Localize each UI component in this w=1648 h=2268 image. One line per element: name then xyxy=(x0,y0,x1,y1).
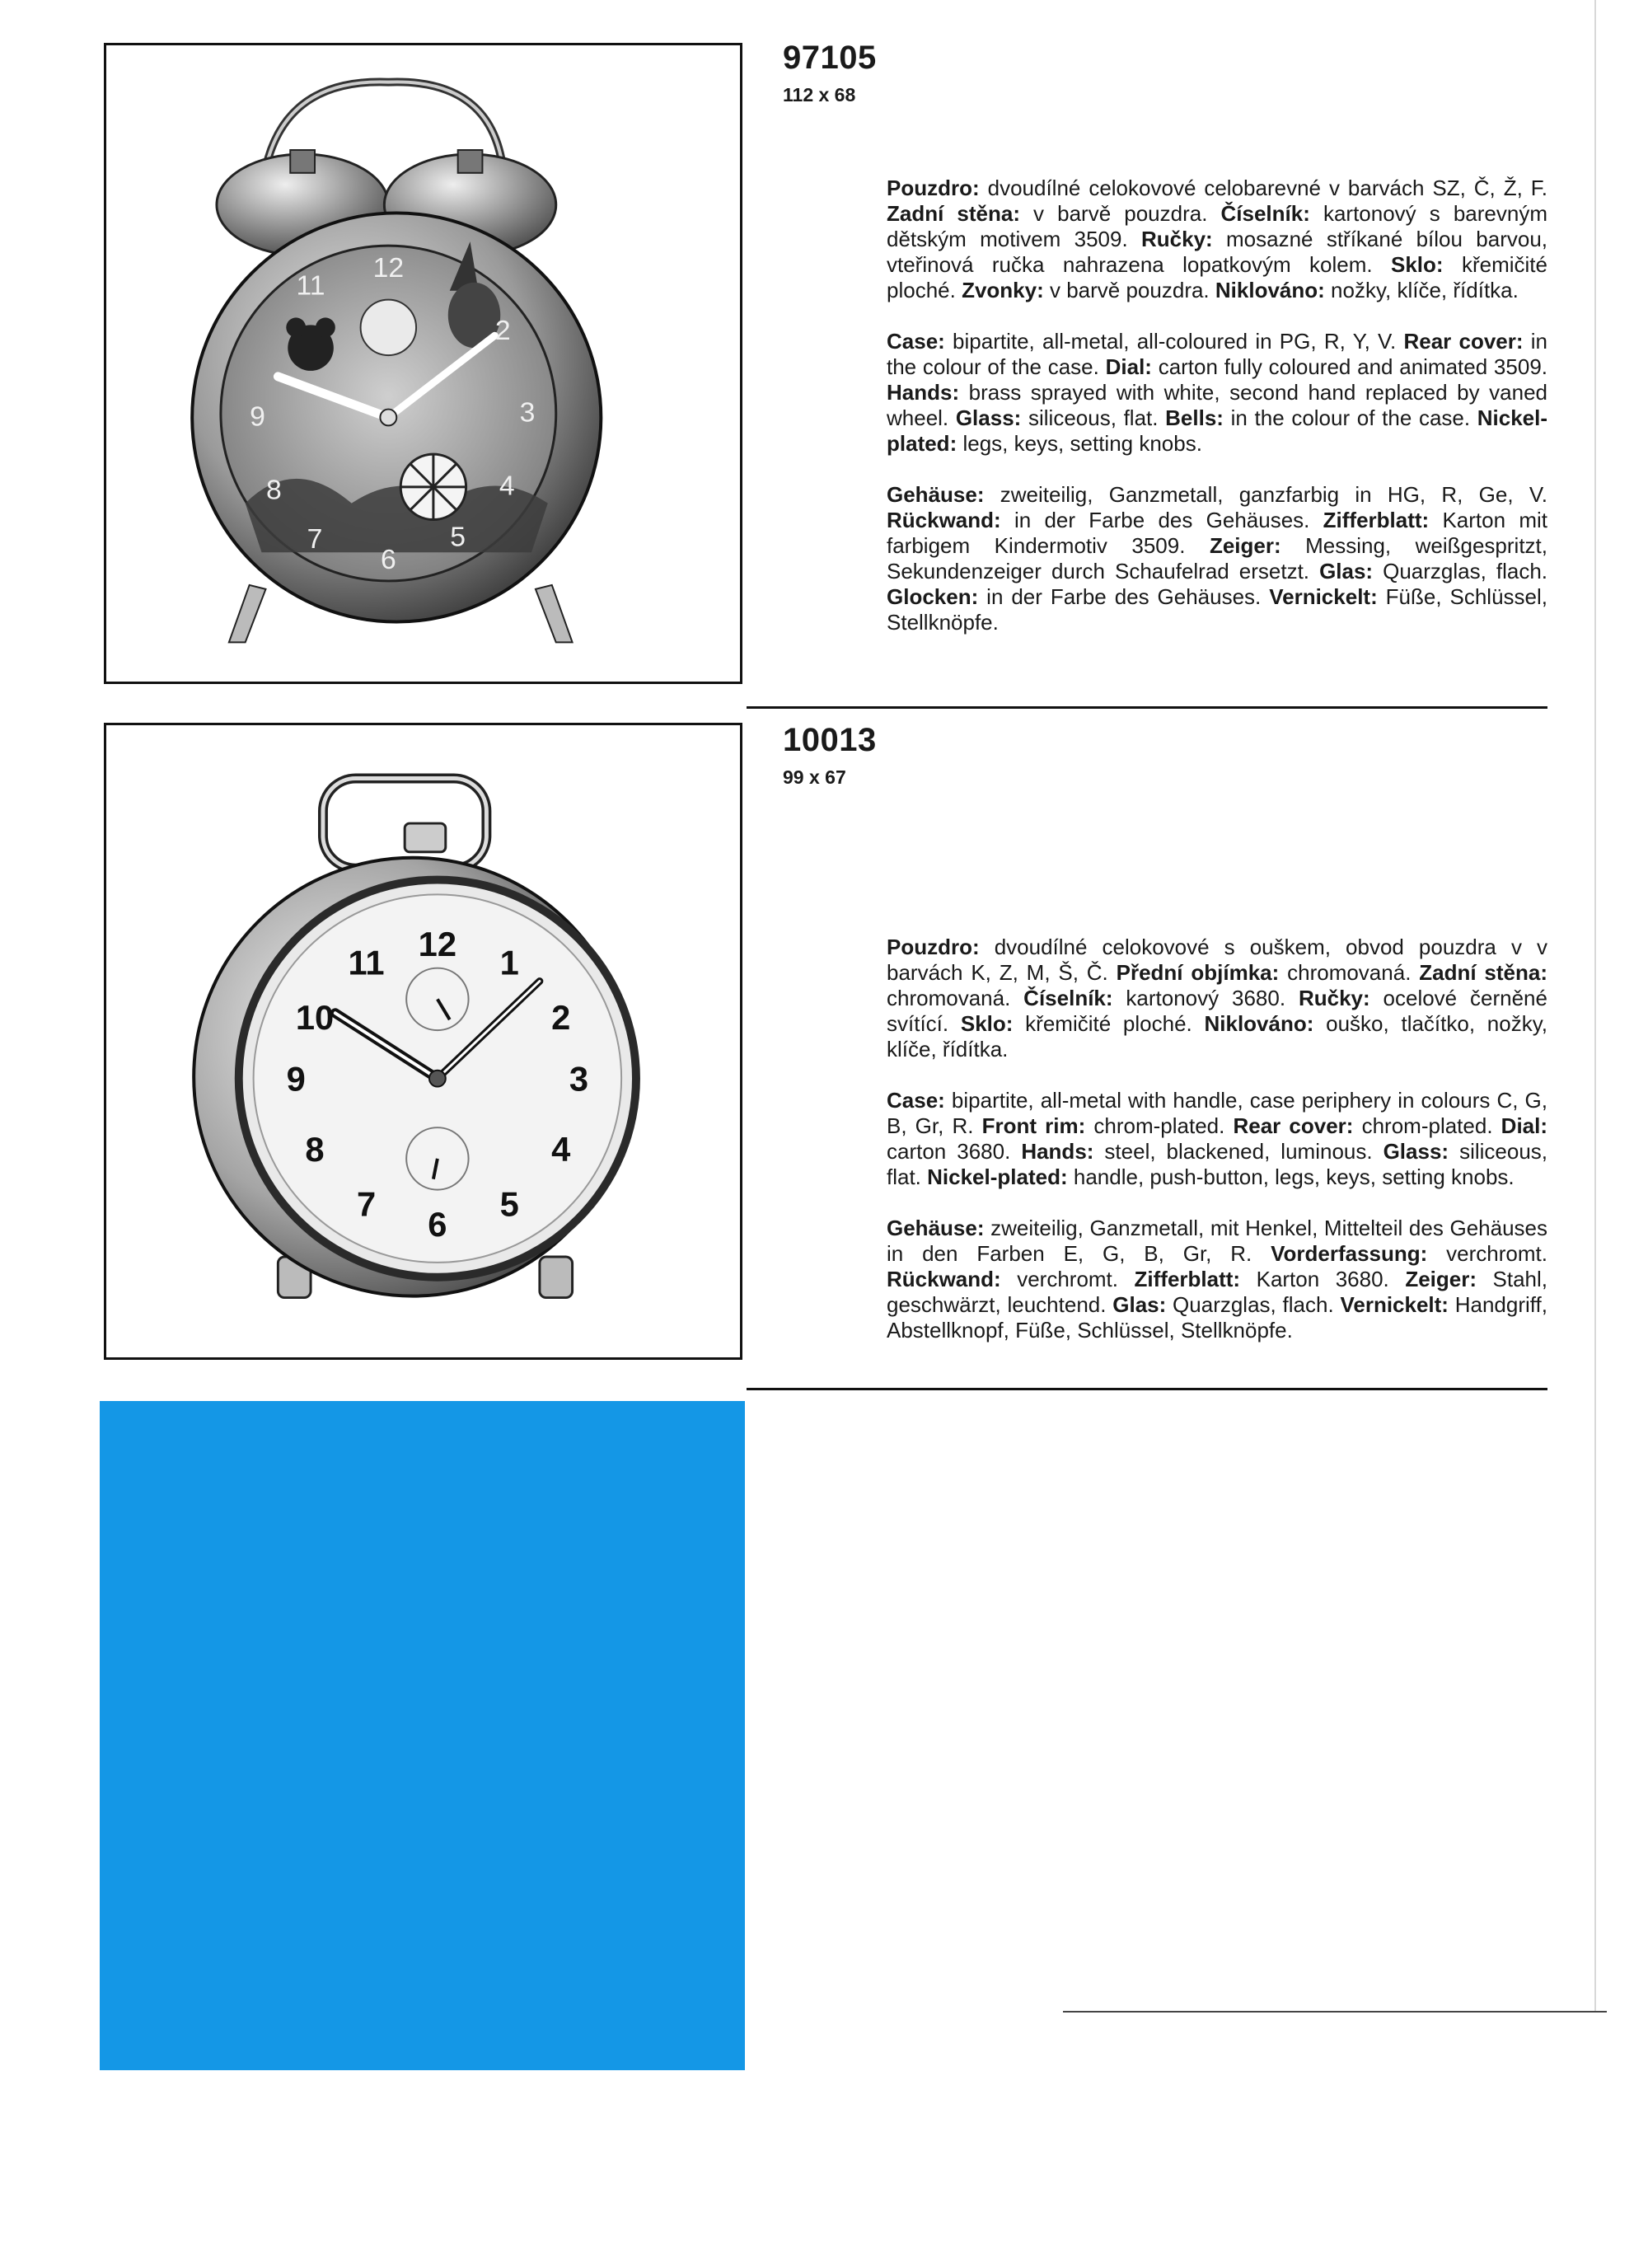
spec-label: Pouzdro: xyxy=(887,176,980,200)
dial2-numeral-7: 7 xyxy=(356,1184,377,1224)
spec-text: chromovaná. xyxy=(1279,960,1420,985)
dial1-numeral-3: 3 xyxy=(519,396,536,429)
spec-text: kartonový s barevným dětským motivem 3509. xyxy=(887,201,1547,251)
spec-label: Glas: xyxy=(1319,559,1374,583)
spec-text: Quarzglas, flach. xyxy=(1166,1292,1341,1317)
dial2-numeral-11: 11 xyxy=(348,943,385,982)
spec-label: Glocken: xyxy=(887,584,979,609)
product-dimensions: 112 x 68 xyxy=(783,84,856,105)
dial2-numeral-4: 4 xyxy=(551,1129,571,1169)
spec-text: v barvě pouzdra. xyxy=(1043,278,1215,302)
dial1-numeral-4: 4 xyxy=(499,470,515,502)
spec-text: carton fully coloured and animated 3509. xyxy=(1151,354,1547,379)
description-paragraph xyxy=(887,1216,1547,1343)
description-paragraph xyxy=(887,329,1547,457)
spec-label: Vernickelt: xyxy=(1269,584,1378,609)
spec-text: chrom-plated. xyxy=(1353,1113,1501,1138)
spec-label: Bells: xyxy=(1165,405,1224,430)
spec-text: siliceous, flat. xyxy=(887,1139,1547,1189)
spec-label: Nickel-plated: xyxy=(887,405,1548,456)
spec-label: Rückwand: xyxy=(887,508,1001,532)
spec-text: ocelové černěné svítící. xyxy=(887,986,1547,1036)
spec-label: Rückwand: xyxy=(887,1267,1001,1291)
spec-text: handle, push-button, legs, keys, setting knobs. xyxy=(1067,1164,1515,1189)
dial2-numeral-6: 6 xyxy=(428,1205,447,1244)
spec-label: Nickel-plated: xyxy=(927,1164,1068,1189)
spec-label: Front rim: xyxy=(981,1113,1086,1138)
spec-label: Sklo: xyxy=(960,1011,1014,1036)
spec-text: chromovaná. xyxy=(887,986,1024,1010)
spec-label: Vorderfassung: xyxy=(1271,1241,1428,1266)
spec-label: Pouzdro: xyxy=(887,935,980,959)
spec-label: Rear cover: xyxy=(1233,1113,1354,1138)
dial2-numeral-1: 1 xyxy=(499,943,519,982)
spec-label: Zvonky: xyxy=(962,278,1044,302)
spec-text: in the colour of the case. xyxy=(887,329,1548,379)
dial2-numeral-3: 3 xyxy=(569,1059,589,1099)
spec-text: Füße, Schlüssel, Stellknöpfe. xyxy=(887,584,1547,635)
product-photo-10013 xyxy=(104,723,742,1360)
spec-text: zweiteilig, Ganzmetall, ganzfarbig in HG, R, Ge, V. xyxy=(984,482,1547,507)
spec-text: chrom-plated. xyxy=(1085,1113,1234,1138)
dial1-numeral-12: 12 xyxy=(372,251,405,284)
spec-text: siliceous, flat. xyxy=(1021,405,1166,430)
dial1-numeral-8: 8 xyxy=(266,474,282,506)
spec-text: křemičité ploché. xyxy=(887,252,1547,302)
spec-text: verchromt. xyxy=(1000,1267,1135,1291)
spec-text: in the colour of the case. xyxy=(1223,405,1477,430)
paper-edge-shadow xyxy=(1594,0,1596,2011)
blue-color-panel xyxy=(100,1401,745,2070)
spec-text: verchromt. xyxy=(1427,1241,1547,1266)
spec-text: Karton mit farbigem Kindermotiv 3509. xyxy=(887,508,1547,558)
spec-text: dvoudílné celokovové celobarevné v barvách SZ, Č, Ž, F. xyxy=(979,176,1547,200)
dial1-numeral-7: 7 xyxy=(307,523,323,555)
dial1-numeral-5: 5 xyxy=(450,521,466,553)
dial1-numeral-2: 2 xyxy=(494,315,511,347)
dial2-numeral-10: 10 xyxy=(295,998,335,1038)
spec-text: steel, blackened, luminous. xyxy=(1093,1139,1383,1164)
alarm-clock-twin-bell-illustration xyxy=(106,45,740,682)
spec-label: Zifferblatt: xyxy=(1323,508,1430,532)
spec-label: Vernickelt: xyxy=(1340,1292,1449,1317)
spec-label: Case: xyxy=(887,329,945,354)
spec-label: Gehäuse: xyxy=(887,482,985,507)
spec-text: bipartite, all-metal with handle, case periphery in colours C, G, B, Gr, R. xyxy=(887,1088,1547,1138)
spec-label: Dial: xyxy=(1501,1113,1548,1138)
product-description-10013 xyxy=(887,935,1547,1369)
product-photo-97105 xyxy=(104,43,742,684)
dial2-numeral-2: 2 xyxy=(551,998,571,1038)
spec-label: Glass: xyxy=(1383,1139,1449,1164)
spec-text: legs, keys, setting knobs. xyxy=(957,431,1202,456)
dial2-numeral-5: 5 xyxy=(499,1184,519,1224)
spec-label: Zadní stěna: xyxy=(887,201,1020,226)
spec-text: carton 3680. xyxy=(887,1139,1022,1164)
spec-label: Ručky: xyxy=(1141,227,1213,251)
spec-text: Messing, weißgespritzt, Sekundenzeiger durch Schaufelrad ersetzt. xyxy=(887,533,1547,583)
spec-text: in der Farbe des Gehäuses. xyxy=(1000,508,1323,532)
spec-text: v barvě pouzdra. xyxy=(1019,201,1221,226)
spec-label: Hands: xyxy=(1021,1139,1094,1164)
spec-text: Handgriff, Abstellknopf, Füße, Schlüssel, Stellknöpfe. xyxy=(887,1292,1547,1343)
alarm-clock-handle-illustration xyxy=(106,725,740,1357)
dial1-numeral-6: 6 xyxy=(380,544,396,576)
description-paragraph xyxy=(887,176,1547,303)
spec-text: křemičité ploché. xyxy=(1013,1011,1205,1036)
spec-label: Niklováno: xyxy=(1215,278,1325,302)
description-paragraph xyxy=(887,935,1547,1062)
spec-label: Hands: xyxy=(887,380,960,405)
paper-edge-line xyxy=(1063,2011,1607,2013)
spec-label: Zeiger: xyxy=(1405,1267,1477,1291)
spec-label: Číselník: xyxy=(1023,986,1113,1010)
spec-text: in der Farbe des Gehäuses. xyxy=(978,584,1270,609)
spec-label: Dial: xyxy=(1105,354,1152,379)
spec-label: Zeiger: xyxy=(1209,533,1281,558)
dial2-numeral-12: 12 xyxy=(418,924,457,963)
spec-label: Zadní stěna: xyxy=(1419,960,1547,985)
spec-label: Glas: xyxy=(1112,1292,1167,1317)
spec-text: dvoudílné celokovové s ouškem, obvod pouzdra v v barvách K, Z, M, Š, Č. xyxy=(887,935,1547,985)
spec-text: kartonový 3680. xyxy=(1112,986,1299,1010)
spec-text: Karton 3680. xyxy=(1240,1267,1406,1291)
spec-label: Glass: xyxy=(955,405,1022,430)
spec-label: Niklováno: xyxy=(1204,1011,1314,1036)
description-paragraph xyxy=(887,1088,1547,1190)
dial2-numeral-9: 9 xyxy=(286,1059,306,1099)
product-description-97105 xyxy=(887,176,1547,661)
spec-label: Case: xyxy=(887,1088,945,1113)
spec-text: mosazné stříkané bílou barvou, vteřinová ručka nahrazena lopatkovým kolem. xyxy=(887,227,1548,277)
section-divider xyxy=(747,1388,1547,1390)
spec-label: Zifferblatt: xyxy=(1134,1267,1241,1291)
spec-text: bipartite, all-metal, all-coloured in PG, R, Y, V. xyxy=(944,329,1404,354)
spec-text: zweiteilig, Ganzmetall, mit Henkel, Mittelteil des Gehäuses in den Farben E, G, B, Gr, R. xyxy=(887,1216,1547,1266)
product-number: 10013 xyxy=(783,722,877,758)
product-number: 97105 xyxy=(783,40,877,76)
spec-label: Přední objímka: xyxy=(1116,960,1280,985)
spec-text: brass sprayed with white, second hand replaced by vaned wheel. xyxy=(887,380,1547,430)
spec-text: Quarzglas, flach. xyxy=(1373,559,1548,583)
spec-label: Číselník: xyxy=(1220,201,1310,226)
dial2-numeral-8: 8 xyxy=(305,1129,325,1169)
spec-label: Gehäuse: xyxy=(887,1216,985,1240)
spec-text: Stahl, geschwärzt, leuchtend. xyxy=(887,1267,1548,1317)
product-dimensions: 99 x 67 xyxy=(783,766,846,788)
spec-text: ouško, tlačítko, nožky, klíče, řídítka. xyxy=(887,1011,1547,1061)
dial1-numeral-9: 9 xyxy=(250,401,265,433)
dial1-numeral-11: 11 xyxy=(296,269,325,302)
spec-label: Ručky: xyxy=(1298,986,1370,1010)
section-divider xyxy=(747,706,1547,709)
spec-label: Rear cover: xyxy=(1403,329,1524,354)
spec-label: Sklo: xyxy=(1391,252,1444,277)
spec-text: nožky, klíče, řídítka. xyxy=(1324,278,1519,302)
description-paragraph xyxy=(887,482,1547,635)
